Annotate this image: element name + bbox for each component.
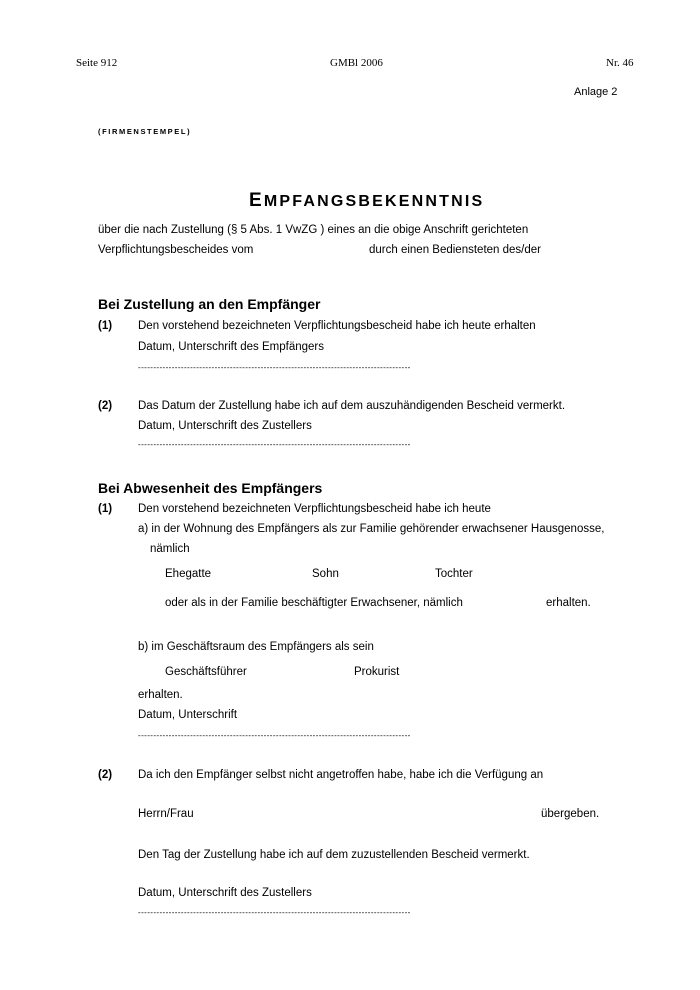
document-title	[249, 190, 484, 212]
item-number: (2)	[98, 769, 113, 781]
company-stamp-placeholder: (FIRMENSTEMPEL)	[98, 127, 192, 136]
signature-line: -----------------------------------------------------------------------------------------	[138, 908, 411, 917]
received-text: erhalten.	[138, 689, 183, 701]
handed-over-text: übergeben.	[541, 808, 600, 820]
receipt-statement: Den vorstehend bezeichneten Verpflichtungsbescheid habe ich heute	[138, 503, 491, 515]
issue-number: Nr. 46	[606, 57, 634, 69]
intro-line-2-left: Verpflichtungsbescheides vom	[98, 244, 254, 256]
recipient-name-label: Herrn/Frau	[138, 808, 194, 820]
signature-line: -----------------------------------------------------------------------------------------	[138, 440, 411, 449]
option-authorized-officer: Prokurist	[354, 666, 400, 678]
title-rest: MPFANGSBEKENNTNIS	[263, 193, 485, 210]
page-number: Seite 912	[76, 57, 118, 69]
signature-line: -----------------------------------------------------------------------------------------	[138, 731, 411, 740]
courier-signature-label: Datum, Unterschrift des Zustellers	[138, 420, 312, 432]
received-text: erhalten.	[546, 597, 591, 609]
option-spouse: Ehegatte	[165, 568, 212, 580]
journal-issue: GMBl 2006	[330, 57, 383, 69]
option-a-household: a) in der Wohnung des Empfängers als zur Familie gehörender erwachsener Hausgenosse,	[138, 523, 605, 535]
intro-line-1: über die nach Zustellung (§ 5 Abs. 1 VwZG ) eines an die obige Anschrift gerichteten	[98, 224, 529, 236]
courier-signature-label: Datum, Unterschrift des Zustellers	[138, 887, 312, 899]
item-number: (2)	[98, 400, 113, 412]
item-number: (1)	[98, 320, 113, 332]
intro-line-2-right: durch einen Bediensteten des/der	[369, 244, 541, 256]
item-number: (1)	[98, 503, 113, 515]
option-b-business: b) im Geschäftsraum des Empfängers als sein	[138, 641, 374, 653]
option-employed-adult: oder als in der Familie beschäftigter Erwachsener, nämlich	[165, 597, 463, 609]
option-daughter: Tochter	[435, 568, 473, 580]
signature-line: -----------------------------------------------------------------------------------------	[138, 363, 411, 372]
option-son: Sohn	[312, 568, 339, 580]
handover-statement: Da ich den Empfänger selbst nicht angetroffen habe, habe ich die Verfügung an	[138, 769, 544, 781]
delivery-date-note: Den Tag der Zustellung habe ich auf dem zuzustellenden Bescheid vermerkt.	[138, 849, 530, 861]
section-delivery-to-recipient-heading: Bei Zustellung an den Empfänger	[98, 296, 321, 312]
annex-label: Anlage 2	[574, 86, 618, 98]
signature-label: Datum, Unterschrift	[138, 709, 238, 721]
option-managing-director: Geschäftsführer	[165, 666, 247, 678]
recipient-signature-label: Datum, Unterschrift des Empfängers	[138, 341, 324, 353]
title-first-letter: E	[249, 190, 264, 211]
option-a-namely: nämlich	[150, 543, 190, 555]
delivery-date-statement: Das Datum der Zustellung habe ich auf dem auszuhändigenden Bescheid vermerkt.	[138, 400, 566, 412]
receipt-statement: Den vorstehend bezeichneten Verpflichtungsbescheid habe ich heute erhalten	[138, 320, 536, 332]
section-recipient-absent-heading: Bei Abwesenheit des Empfängers	[98, 480, 323, 496]
